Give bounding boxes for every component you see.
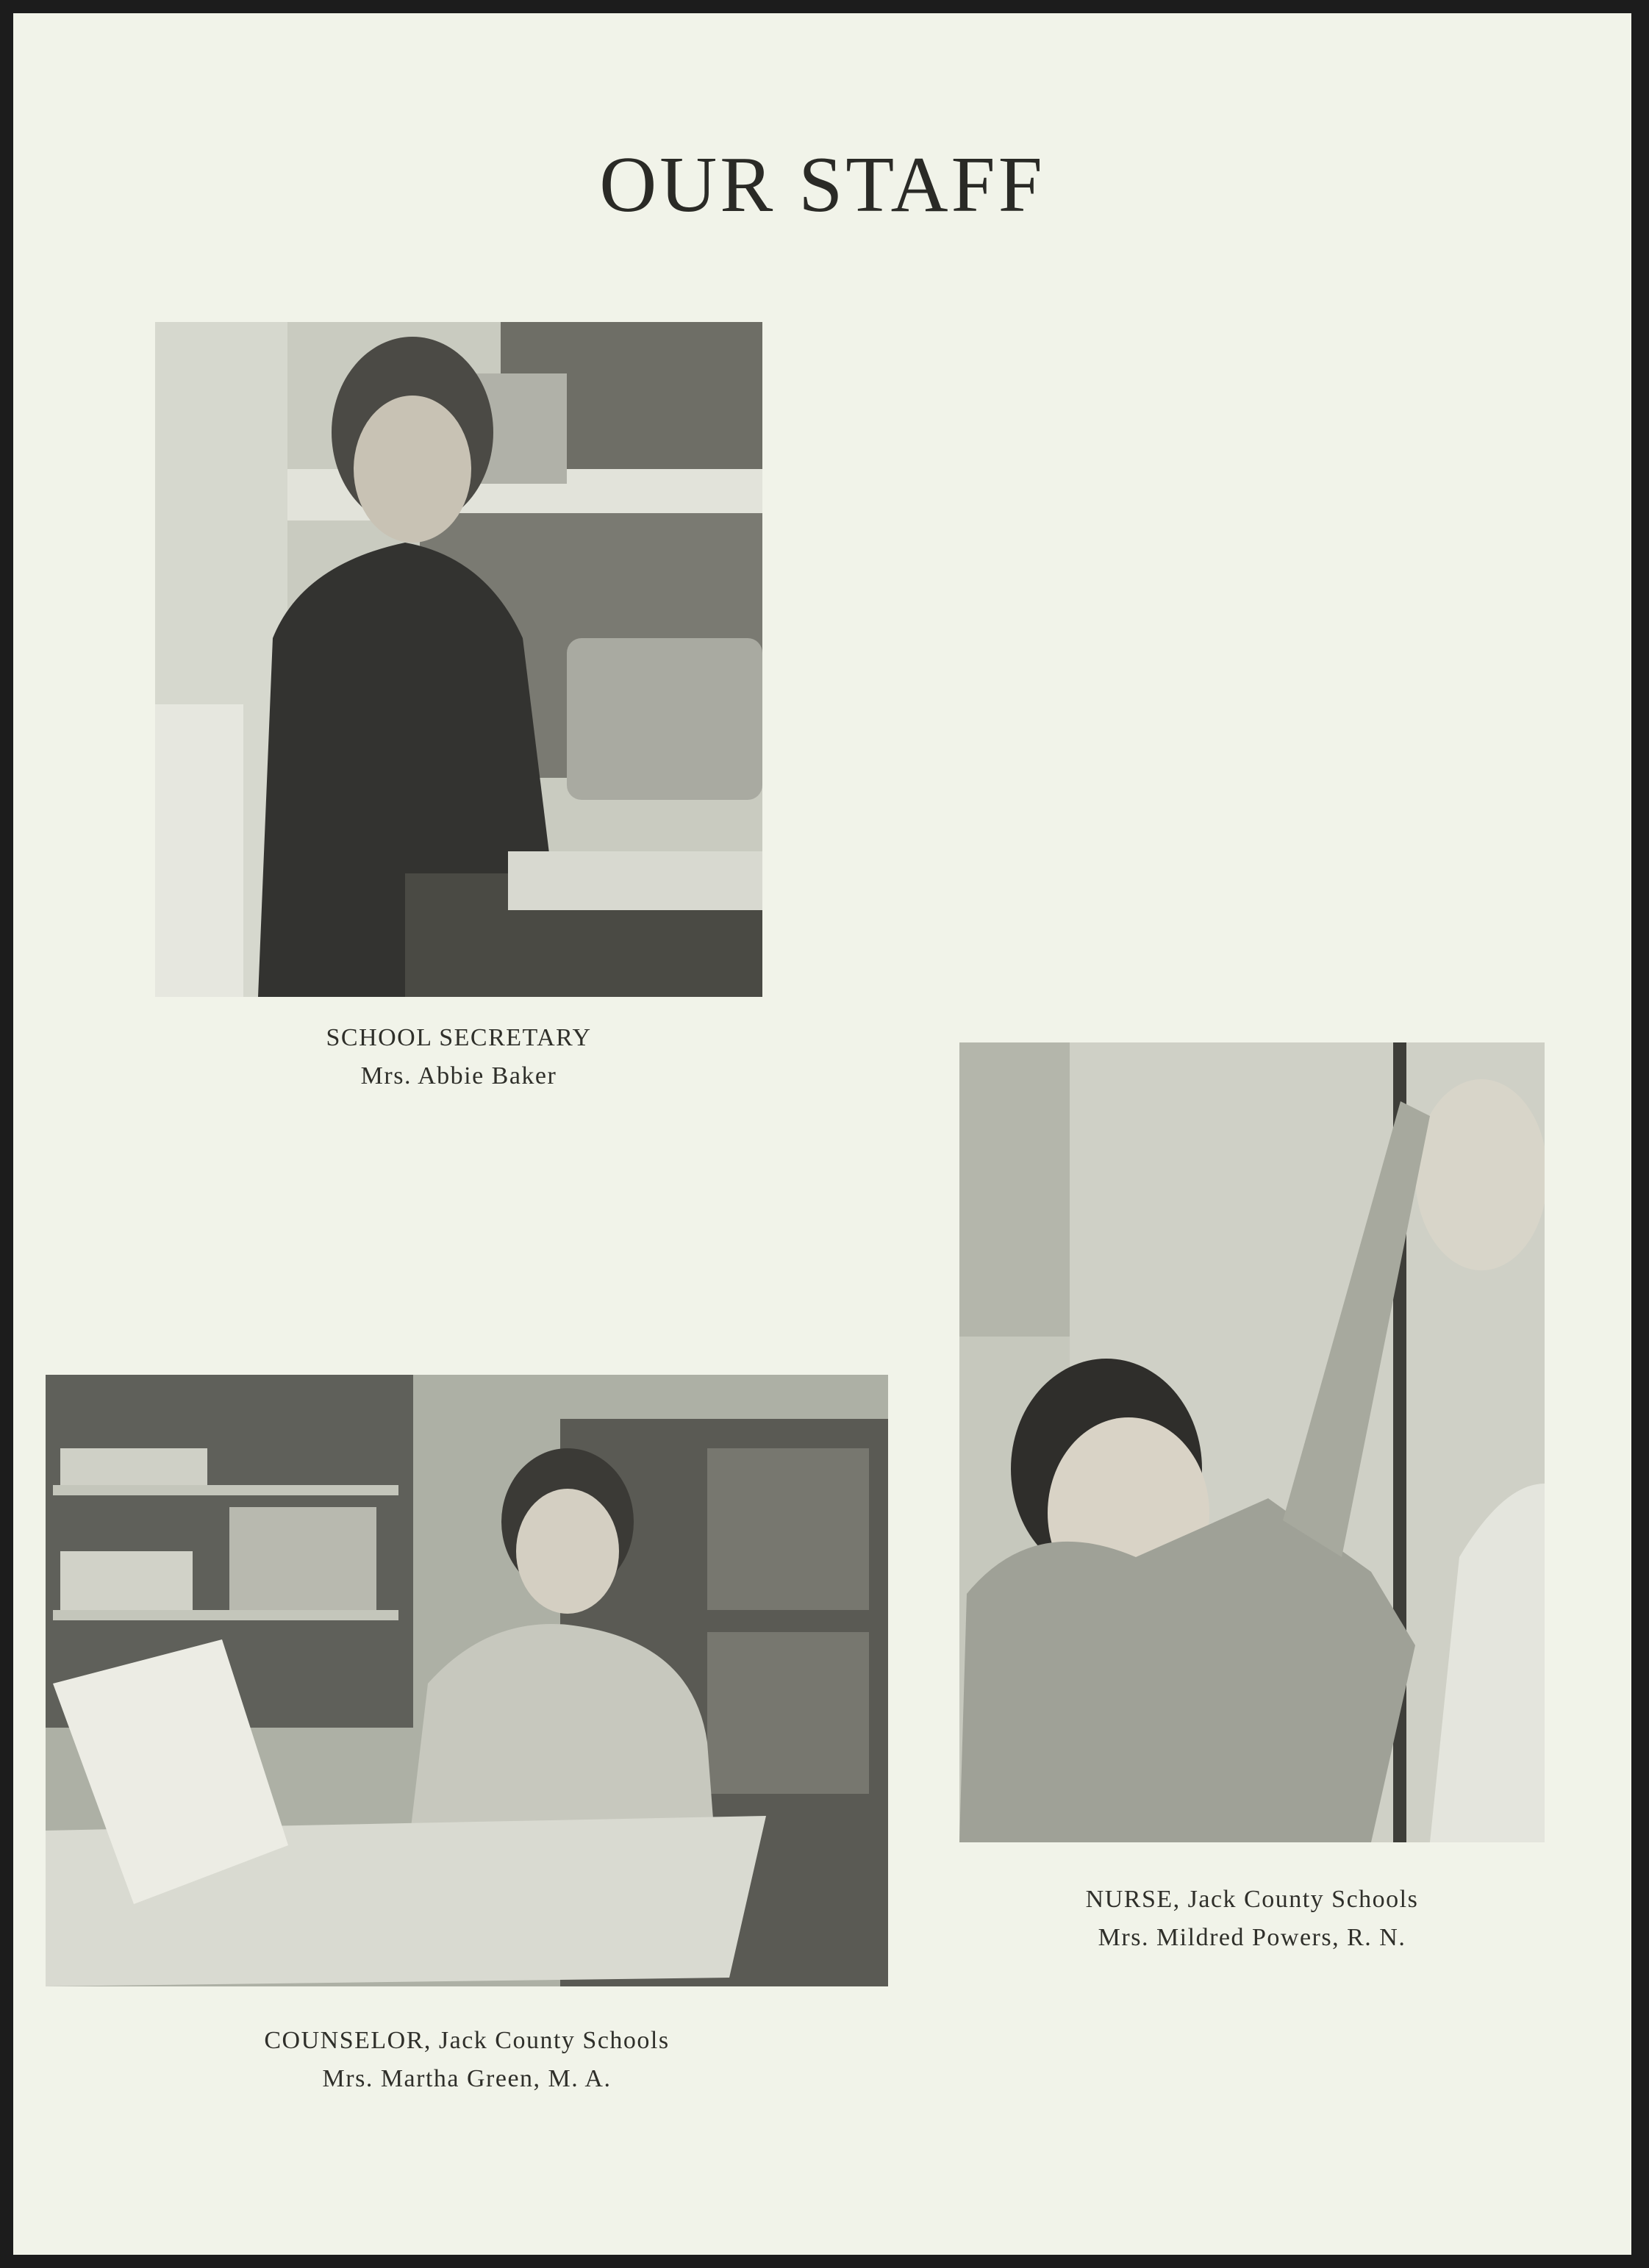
staff-name: Mrs. Abbie Baker <box>360 1062 557 1090</box>
counselor-caption <box>46 2022 888 2098</box>
staff-role: COUNSELOR, Jack County Schools <box>264 2027 670 2054</box>
nurse-photo <box>959 1042 1545 1842</box>
staff-role: SCHOOL SECRETARY <box>326 1024 592 1051</box>
page-title: OUR STAFF <box>599 141 1045 229</box>
secretary-photo <box>155 322 762 997</box>
staff-name: Mrs. Mildred Powers, R. N. <box>1098 1924 1406 1951</box>
counselor-photo <box>46 1375 888 1986</box>
staff-role: NURSE, Jack County Schools <box>1085 1886 1419 1913</box>
secretary-caption <box>155 1019 762 1095</box>
nurse-caption <box>959 1881 1545 1957</box>
staff-name: Mrs. Martha Green, M. A. <box>322 2065 612 2092</box>
yearbook-page <box>13 13 1631 2255</box>
